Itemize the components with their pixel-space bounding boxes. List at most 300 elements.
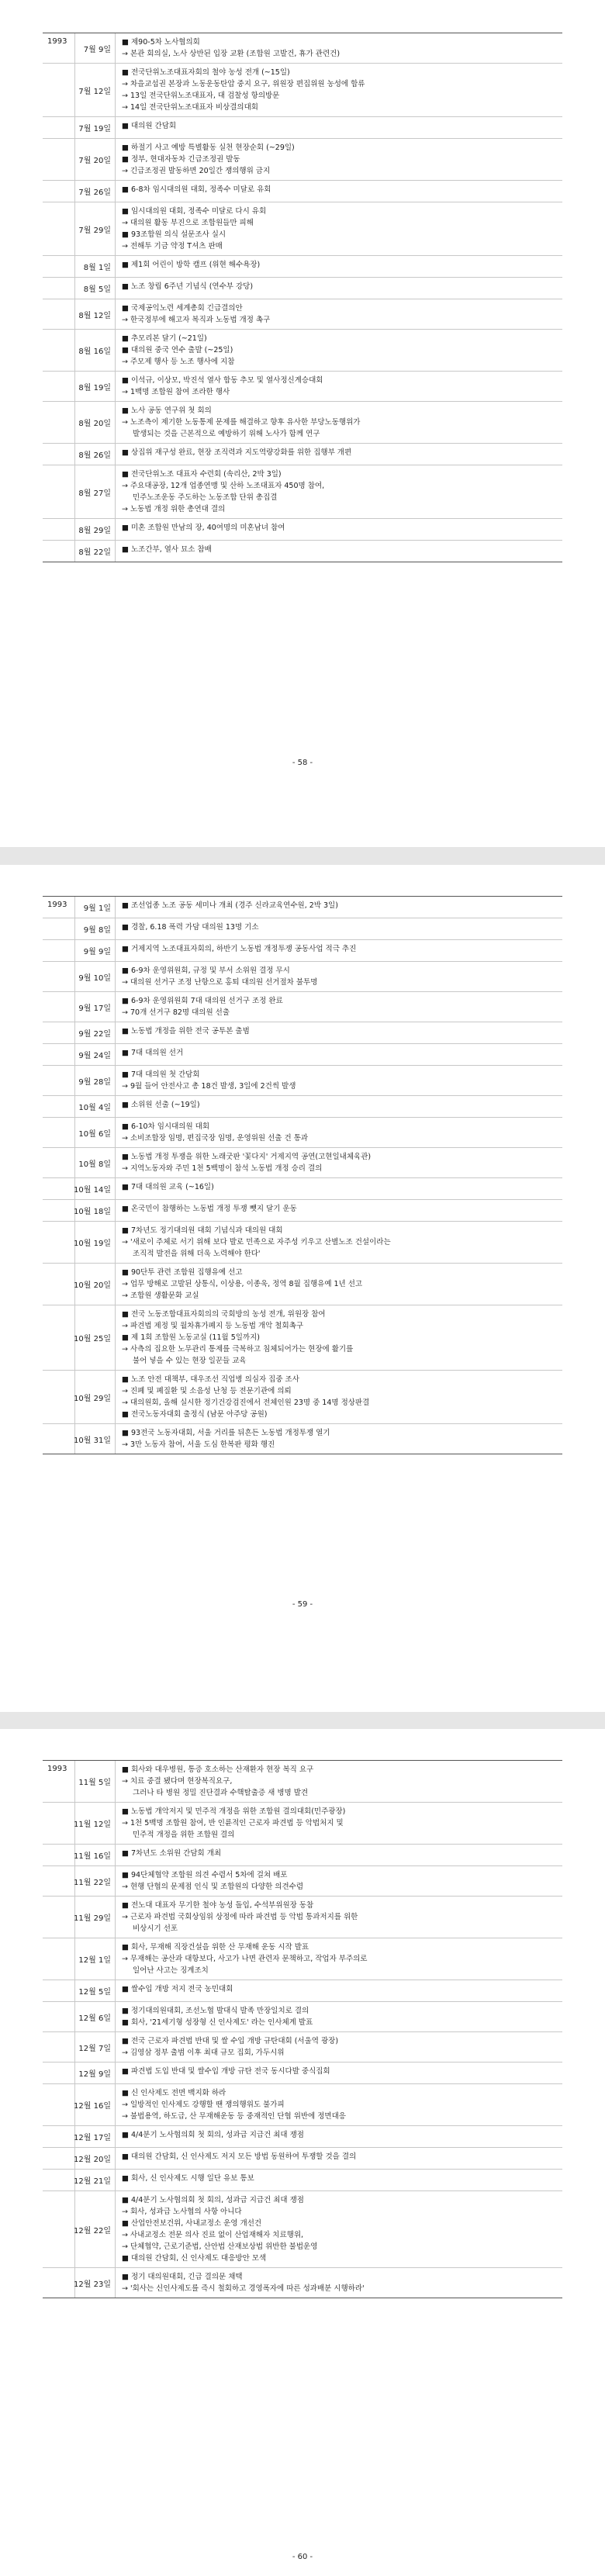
event-detail: → 회사, 성과급 노사협의 사항 아니다 bbox=[122, 2208, 242, 2216]
date-cell: 9월 1일 bbox=[75, 897, 116, 918]
event-detail: → 김영삼 정부 출범 이후 최대 규모 집회, 가두시위 bbox=[122, 2049, 285, 2057]
event-detail: → 대의원회, 올해 실시한 정기건강검진에서 전체인원 23명 중 14명 정상판결 bbox=[122, 1399, 370, 1407]
year-cell bbox=[43, 139, 75, 180]
date-cell: 12월 17일 bbox=[75, 2126, 116, 2147]
event-detail: → 조합원 생활문화 교실 bbox=[122, 1291, 199, 1300]
year-cell bbox=[43, 1044, 75, 1065]
chronology-table bbox=[43, 33, 562, 562]
event-detail: → 대의원 활동 부진으로 조합원들만 피해 bbox=[122, 219, 254, 227]
table-row bbox=[43, 63, 562, 116]
year-cell bbox=[43, 1178, 75, 1199]
event-cell bbox=[116, 962, 562, 991]
event-cell bbox=[116, 1897, 562, 1938]
date-cell: 10월 18일 bbox=[75, 1200, 116, 1221]
event-cell bbox=[116, 256, 562, 277]
event-item: ■ 6-9차 운영위원회 7대 대의원 선거구 조정 완료 bbox=[122, 997, 283, 1005]
event-item: ■ 대의원 간담회, 신 인사제도 저지 모든 방법 동원하여 투쟁할 것을 결의 bbox=[122, 2152, 357, 2161]
event-item: ■ 7대 대의원 교육 (~16일) bbox=[122, 1183, 214, 1191]
page-number: - 60 - bbox=[292, 2553, 313, 2561]
event-item: ■ 신 인사제도 전면 백지화 하라 bbox=[122, 2089, 226, 2097]
event-item: ■ 대의원 중국 연수 출발 (~25일) bbox=[122, 346, 233, 354]
event-item: ■ 회사, 신 인사제도 시행 일단 유보 통보 bbox=[122, 2174, 254, 2183]
event-cell bbox=[116, 2268, 562, 2298]
event-cell bbox=[116, 1305, 562, 1370]
date-cell: 11월 29일 bbox=[75, 1897, 116, 1938]
event-item: ■ 전국단위노조대표자회의 철야 농성 전개 (~15일) bbox=[122, 68, 290, 77]
table-row bbox=[43, 1117, 562, 1147]
year-cell bbox=[43, 2268, 75, 2298]
event-item: ■ 94단체협약 조합원 의견 수렴서 5차에 걸쳐 배포 bbox=[122, 1871, 288, 1879]
date-cell: 7월 26일 bbox=[75, 181, 116, 202]
event-item: ■ 쌀수입 개방 저지 전국 농민대회 bbox=[122, 1985, 233, 1993]
date-cell: 12월 7일 bbox=[75, 2032, 116, 2062]
table-row bbox=[43, 465, 562, 518]
event-detail: → 14일 전국단위노조대표자 비상결의대회 bbox=[122, 103, 258, 112]
event-item: ■ 노동법 개정을 위한 전국 공투본 출범 bbox=[122, 1027, 250, 1036]
event-item: ■ 노동법 개정 투쟁을 위한 노래굿판 '꽃다지' 거제지역 공연(고현일내체육관) bbox=[122, 1153, 372, 1161]
event-cell bbox=[116, 1044, 562, 1065]
event-item: ■ 상집위 재구성 완료, 현장 조직력과 지도역량강화를 위한 집행부 개편 bbox=[122, 448, 352, 457]
table-row bbox=[43, 1095, 562, 1117]
year-cell bbox=[43, 1148, 75, 1177]
year-cell bbox=[43, 1118, 75, 1147]
year-cell bbox=[43, 1845, 75, 1865]
event-detail: → '새로이 주체로 서기 위해 보다 발로 민족으로 자주성 키우고 산별노조 건설이라는 bbox=[122, 1238, 391, 1247]
year-cell bbox=[43, 117, 75, 138]
year-cell bbox=[43, 256, 75, 277]
event-cell bbox=[116, 2032, 562, 2062]
date-cell: 8월 1일 bbox=[75, 256, 116, 277]
event-detail: → 9월 들어 안전사고 총 18건 발생, 3일에 2건씩 발생 bbox=[122, 1082, 296, 1091]
event-item: ■ 정기대의원대회, 조선노협 발대식 발족 만장일치로 결의 bbox=[122, 2007, 309, 2015]
event-cell bbox=[116, 402, 562, 443]
event-detail: → 차을교섭권 본장과 노동운동탄압 중지 요구, 위원장 편집위원 농성에 합류 bbox=[122, 80, 365, 88]
event-detail: 발생되는 것을 근본적으로 예방하기 위해 노사가 함께 연구 bbox=[133, 430, 320, 438]
date-cell: 11월 12일 bbox=[75, 1803, 116, 1844]
event-detail: 비상시기 선포 bbox=[133, 1924, 178, 1933]
year-cell bbox=[43, 1200, 75, 1221]
event-item: ■ 조선업종 노조 공동 세미나 개최 (경주 신라교육연수원, 2박 3일) bbox=[122, 901, 338, 910]
table-row bbox=[43, 116, 562, 138]
event-cell bbox=[116, 918, 562, 939]
table-row bbox=[43, 939, 562, 961]
event-detail: → 노동법 개정 위한 총연대 결의 bbox=[122, 505, 226, 513]
year-cell bbox=[43, 992, 75, 1022]
chronology-table bbox=[43, 1760, 562, 2298]
table-row bbox=[43, 2169, 562, 2190]
date-cell: 10월 29일 bbox=[75, 1371, 116, 1423]
event-item: ■ 하절기 사고 예방 특별활동 실천 현장순회 (~29일) bbox=[122, 143, 295, 152]
date-cell: 8월 22일 bbox=[75, 541, 116, 562]
event-item: ■ 노조 안전 대책부, 대우조선 직업병 의심자 집중 조사 bbox=[122, 1375, 299, 1384]
event-detail: → 70개 선거구 82명 대의원 선출 bbox=[122, 1008, 230, 1017]
table-row bbox=[43, 991, 562, 1022]
year-cell bbox=[43, 1938, 75, 1980]
year-cell bbox=[43, 918, 75, 939]
event-detail: → 무재해는 공산과 대항보다, 사고가 나면 관련자 문책하고, 작업자 부주의로 bbox=[122, 1955, 368, 1963]
event-cell bbox=[116, 897, 562, 918]
event-item: ■ 7대 대의원 첫 간담회 bbox=[122, 1070, 200, 1079]
event-cell bbox=[116, 444, 562, 465]
event-cell bbox=[116, 2191, 562, 2267]
date-cell: 11월 5일 bbox=[75, 1761, 116, 1802]
event-item: ■ 전노대 대표자 무기한 철야 농성 돌입, 수석부위원장 동참 bbox=[122, 1901, 314, 1910]
event-item: ■ 6-8차 임시대의원 대회, 정족수 미달로 유회 bbox=[122, 185, 271, 194]
date-cell: 8월 27일 bbox=[75, 465, 116, 518]
date-cell: 8월 20일 bbox=[75, 402, 116, 443]
event-cell bbox=[116, 1866, 562, 1896]
event-item: ■ 추모리본 달기 (~21일) bbox=[122, 334, 207, 343]
year-cell bbox=[43, 1066, 75, 1095]
event-detail: 불어 넣을 수 있는 현장 일꾼들 교육 bbox=[133, 1357, 247, 1365]
event-cell bbox=[116, 2170, 562, 2190]
event-item: ■ 4/4분기 노사협의회 첫 회의, 성과급 지급건 최대 쟁점 bbox=[122, 2196, 304, 2204]
event-detail: → 주모제 행사 등 노조 행사에 지참 bbox=[122, 358, 235, 366]
date-cell: 8월 12일 bbox=[75, 299, 116, 329]
date-cell: 8월 16일 bbox=[75, 330, 116, 371]
table-row bbox=[43, 1423, 562, 1454]
date-cell: 10월 14일 bbox=[75, 1178, 116, 1199]
year-cell bbox=[43, 1264, 75, 1305]
event-item: ■ 국제공익노련 세계총회 긴급결의안 bbox=[122, 304, 243, 313]
table-row bbox=[43, 202, 562, 255]
table-row bbox=[43, 2267, 562, 2298]
event-cell bbox=[116, 1178, 562, 1199]
event-detail: → 불법용역, 하도급, 산 무재해운동 등 중재적인 단협 위반에 정면대응 bbox=[122, 2112, 346, 2121]
event-item: ■ 온국민이 참행하는 노동법 개정 투쟁 뺏지 달기 운동 bbox=[122, 1205, 297, 1213]
table-row bbox=[43, 961, 562, 991]
event-detail: → 치료 중결 됐다며 현장복직요구, bbox=[122, 1777, 233, 1786]
page-58 bbox=[0, 0, 605, 847]
year-cell bbox=[43, 519, 75, 540]
date-cell: 9월 10일 bbox=[75, 962, 116, 991]
year-cell bbox=[43, 940, 75, 961]
event-cell bbox=[116, 992, 562, 1022]
event-cell bbox=[116, 1118, 562, 1147]
chronology-table bbox=[43, 896, 562, 1454]
year-cell bbox=[43, 2126, 75, 2147]
event-detail: → 긴급조정권 발동하면 20일간 쟁의행위 금지 bbox=[122, 167, 271, 175]
table-row bbox=[43, 1865, 562, 1896]
event-cell bbox=[116, 1264, 562, 1305]
event-cell bbox=[116, 117, 562, 138]
table-row bbox=[43, 255, 562, 277]
event-item: ■ 경찰, 6.18 폭력 가담 대의원 13명 기소 bbox=[122, 923, 259, 932]
event-detail: → '회사는 신인사제도를 즉시 철회하고 경영폭자에 따른 성과배분 시행하라' bbox=[122, 2284, 365, 2293]
event-cell bbox=[116, 1022, 562, 1043]
year-cell bbox=[43, 2063, 75, 2083]
year-cell bbox=[43, 372, 75, 401]
date-cell: 11월 16일 bbox=[75, 1845, 116, 1865]
event-cell bbox=[116, 202, 562, 255]
year-cell bbox=[43, 962, 75, 991]
year-cell bbox=[43, 181, 75, 202]
event-detail: → 3만 노동자 참여, 서울 도심 한복판 평화 행진 bbox=[122, 1440, 275, 1449]
event-cell bbox=[116, 519, 562, 540]
date-cell: 7월 29일 bbox=[75, 202, 116, 255]
event-detail: → 지역노동자와 주민 1천 5백명이 참석 노동법 개정 승리 결의 bbox=[122, 1164, 323, 1173]
year-cell: 1993 bbox=[43, 897, 75, 918]
date-cell: 10월 31일 bbox=[75, 1424, 116, 1454]
event-item: ■ 전국단위노조 대표자 수련회 (속리산, 2박 3일) bbox=[122, 470, 282, 479]
event-cell bbox=[116, 2002, 562, 2031]
event-detail: 민주노조운동 주도하는 노동조합 단위 총집결 bbox=[133, 493, 278, 502]
date-cell: 8월 29일 bbox=[75, 519, 116, 540]
year-cell bbox=[43, 2170, 75, 2190]
year-cell bbox=[43, 1803, 75, 1844]
date-cell: 10월 6일 bbox=[75, 1118, 116, 1147]
table-row bbox=[43, 897, 562, 918]
table-row bbox=[43, 180, 562, 202]
event-item: ■ 파견법 도입 반대 및 쌀수입 개방 규탄 전국 동시다발 중식집회 bbox=[122, 2067, 330, 2076]
date-cell: 11월 22일 bbox=[75, 1866, 116, 1896]
date-cell: 10월 20일 bbox=[75, 1264, 116, 1305]
event-item: ■ 7차년도 소위원 간담회 개최 bbox=[122, 1849, 222, 1858]
event-cell bbox=[116, 1371, 562, 1423]
event-item: ■ 회사와 대우병원, 통증 호소하는 산재환자 현장 복직 요구 bbox=[122, 1765, 314, 1774]
table-row bbox=[43, 1761, 562, 1802]
date-cell: 12월 20일 bbox=[75, 2148, 116, 2169]
event-detail: 민주적 개정을 위한 조합원 결의 bbox=[133, 1831, 235, 1839]
date-cell: 9월 8일 bbox=[75, 918, 116, 939]
event-item: ■ 6-10차 임시대의원 대회 bbox=[122, 1122, 210, 1131]
year-cell bbox=[43, 64, 75, 116]
year-cell bbox=[43, 278, 75, 299]
event-cell bbox=[116, 181, 562, 202]
event-cell bbox=[116, 1200, 562, 1221]
table-row bbox=[43, 1305, 562, 1370]
event-cell bbox=[116, 2148, 562, 2169]
event-cell bbox=[116, 1845, 562, 1865]
event-item: ■ 노동법 개악저지 및 민주적 개정을 위한 조합원 결의대회(민주광장) bbox=[122, 1807, 346, 1816]
event-cell bbox=[116, 299, 562, 329]
event-cell bbox=[116, 1424, 562, 1454]
table-row bbox=[43, 2190, 562, 2267]
table-row bbox=[43, 1177, 562, 1199]
year-cell bbox=[43, 465, 75, 518]
table-row bbox=[43, 1022, 562, 1043]
table-row bbox=[43, 2062, 562, 2083]
year-cell bbox=[43, 1222, 75, 1263]
event-item: ■ 산업안전보건위, 사내교정소 운영 개선건 bbox=[122, 2219, 262, 2228]
event-detail: → 소비조합장 임명, 편집국장 임명, 운영위원 선출 건 통과 bbox=[122, 1134, 309, 1143]
event-item: ■ 전국노동자대회 출정식 (남문 아주당 공원) bbox=[122, 1410, 268, 1419]
event-cell bbox=[116, 330, 562, 371]
event-cell bbox=[116, 139, 562, 180]
event-detail: → 한국정부에 해고자 복직과 노동법 개정 촉구 bbox=[122, 316, 271, 324]
date-cell: 9월 9일 bbox=[75, 940, 116, 961]
page-number: - 59 - bbox=[292, 1600, 313, 1609]
table-row bbox=[43, 1938, 562, 1980]
event-detail: → 업무 방해로 고발된 상통식, 이상용, 이종욱, 정역 8월 집행유예 1년 선고 bbox=[122, 1280, 363, 1288]
table-row bbox=[43, 2031, 562, 2062]
year-cell bbox=[43, 202, 75, 255]
event-cell bbox=[116, 1980, 562, 2001]
event-item: ■ 대의원 간담회 bbox=[122, 122, 177, 130]
event-cell bbox=[116, 372, 562, 401]
date-cell: 8월 5일 bbox=[75, 278, 116, 299]
table-row bbox=[43, 1263, 562, 1305]
table-row bbox=[43, 1802, 562, 1844]
date-cell: 12월 16일 bbox=[75, 2084, 116, 2125]
event-detail: → 일방적인 인사제도 강행할 땐 쟁의행위도 불가피 bbox=[122, 2101, 285, 2109]
date-cell: 10월 4일 bbox=[75, 1096, 116, 1117]
date-cell: 8월 19일 bbox=[75, 372, 116, 401]
event-cell bbox=[116, 1148, 562, 1177]
event-cell bbox=[116, 2126, 562, 2147]
table-row bbox=[43, 401, 562, 443]
date-cell: 9월 24일 bbox=[75, 1044, 116, 1065]
event-cell bbox=[116, 1222, 562, 1263]
date-cell: 7월 19일 bbox=[75, 117, 116, 138]
date-cell: 10월 8일 bbox=[75, 1148, 116, 1177]
event-detail: → 대의원 선거구 조정 난항으로 홍퇴 대의원 선거절차 불투명 bbox=[122, 978, 318, 987]
event-detail: → 노조측이 제기한 노동통제 문제를 해결하고 향후 유사한 부당노동행위가 bbox=[122, 418, 361, 427]
year-cell bbox=[43, 1096, 75, 1117]
event-item: ■ 소위원 선출 (~19일) bbox=[122, 1101, 200, 1109]
table-row bbox=[43, 1043, 562, 1065]
event-detail: → 사내교정소 전문 의사 진료 없이 산업재해자 치료행위, bbox=[122, 2231, 304, 2239]
date-cell: 10월 19일 bbox=[75, 1222, 116, 1263]
date-cell: 7월 20일 bbox=[75, 139, 116, 180]
table-row bbox=[43, 1896, 562, 1938]
table-row bbox=[43, 1221, 562, 1263]
table-row bbox=[43, 2147, 562, 2169]
table-row bbox=[43, 1199, 562, 1221]
event-detail: → 1백명 조합원 참여 조라한 행사 bbox=[122, 388, 230, 396]
year-cell bbox=[43, 1371, 75, 1423]
table-row bbox=[43, 918, 562, 939]
table-row bbox=[43, 540, 562, 562]
event-cell bbox=[116, 278, 562, 299]
event-cell bbox=[116, 33, 562, 63]
event-item: ■ 93전국 노동자대회, 서울 거리를 뒤흔든 노동법 개정투쟁 열기 bbox=[122, 1429, 330, 1437]
table-row bbox=[43, 2083, 562, 2125]
event-cell bbox=[116, 1096, 562, 1117]
event-item: ■ 정기 대의원대회, 긴급 결의문 채택 bbox=[122, 2273, 243, 2281]
event-item: ■ 대의원 간담회, 신 인사제도 대응방안 모색 bbox=[122, 2254, 267, 2263]
event-detail: → 단체협약, 근로기준법, 산안법 산재보상법 위반한 불법운영 bbox=[122, 2242, 318, 2251]
date-cell: 7월 12일 bbox=[75, 64, 116, 116]
date-cell: 9월 28일 bbox=[75, 1066, 116, 1095]
event-detail: → 13일 전국단위노조대표자, 대 검찰성 항의방문 bbox=[122, 92, 280, 100]
year-cell bbox=[43, 1866, 75, 1896]
event-item: ■ 미혼 조합원 만남의 장, 40여명의 미혼남녀 참여 bbox=[122, 524, 285, 532]
event-item: ■ 6-9차 운영위원회, 규정 및 부서 소위원 결정 무시 bbox=[122, 966, 290, 975]
event-item: ■ 제1회 어린이 방학 캠프 (위현 해수욕장) bbox=[122, 261, 261, 269]
event-detail: → 본관 회의실, 노사 상반된 입장 교환 (조합원 고발건, 휴가 관련건) bbox=[122, 50, 341, 58]
event-item: ■ 7대 대의원 선거 bbox=[122, 1049, 184, 1057]
year-cell bbox=[43, 330, 75, 371]
event-detail: → 사측의 집요한 노무관리 통제를 극복하고 침체되어가는 현장에 활기를 bbox=[122, 1345, 354, 1354]
date-cell: 12월 6일 bbox=[75, 2002, 116, 2031]
table-row bbox=[43, 299, 562, 329]
year-cell bbox=[43, 1022, 75, 1043]
year-cell bbox=[43, 541, 75, 562]
page-number: - 58 - bbox=[292, 759, 313, 767]
event-cell bbox=[116, 2084, 562, 2125]
year-cell: 1993 bbox=[43, 33, 75, 63]
event-cell bbox=[116, 1066, 562, 1095]
page-60 bbox=[0, 1729, 605, 2576]
date-cell: 9월 17일 bbox=[75, 992, 116, 1022]
event-item: ■ 거제지역 노조대표자회의, 하반기 노동법 개정투쟁 공동사업 적극 추진 bbox=[122, 945, 357, 953]
event-item: ■ 노조간부, 열사 묘소 참배 bbox=[122, 545, 212, 554]
event-detail: → 1천 5백명 조합원 참여, 반 인륜적인 근로자 파견법 등 악법처지 및 bbox=[122, 1819, 344, 1827]
event-detail: 그러나 타 병원 정밀 진단결과 수핵탈출증 새 병명 발견 bbox=[133, 1789, 309, 1797]
table-row bbox=[43, 1980, 562, 2001]
event-detail: → 파견법 제정 및 월차휴가폐지 등 노동법 개악 철회촉구 bbox=[122, 1322, 304, 1330]
date-cell: 12월 23일 bbox=[75, 2268, 116, 2298]
event-detail: → 전해투 기금 약정 T셔츠 판매 bbox=[122, 242, 223, 251]
table-row bbox=[43, 2125, 562, 2147]
table-row bbox=[43, 1844, 562, 1865]
event-item: ■ 93조합원 의식 설문조사 실시 bbox=[122, 230, 226, 239]
event-detail: → 현행 단협의 문제점 인식 및 조합원의 다양한 의견수렴 bbox=[122, 1883, 304, 1891]
date-cell: 8월 26일 bbox=[75, 444, 116, 465]
table-row bbox=[43, 1147, 562, 1177]
event-item: ■ 노조 창립 6주년 기념식 (연수부 강당) bbox=[122, 282, 254, 291]
event-item: ■ 전국 근로자 파견법 반대 및 쌀 수입 개방 규탄대회 (서울역 광장) bbox=[122, 2037, 339, 2045]
event-item: ■ 90단투 관련 조합원 집행유예 선고 bbox=[122, 1268, 243, 1277]
event-detail: 조직적 발전을 위해 더욱 노력해야 한다' bbox=[133, 1250, 261, 1258]
event-item: ■ 전국 노동조합대표자회의의 국회방의 농성 전개, 위원장 참여 bbox=[122, 1310, 326, 1319]
event-item: ■ 회사, '21세기형 성장형 신 인사제도' 라는 인사체계 발표 bbox=[122, 2018, 313, 2027]
table-row bbox=[43, 277, 562, 299]
page-59 bbox=[0, 865, 605, 1712]
event-cell bbox=[116, 1938, 562, 1980]
year-cell bbox=[43, 444, 75, 465]
year-cell bbox=[43, 2032, 75, 2062]
table-row bbox=[43, 371, 562, 401]
event-cell bbox=[116, 2063, 562, 2083]
event-item: ■ 정부, 현대자동차 긴급조정권 발동 bbox=[122, 155, 240, 164]
date-cell: 12월 22일 bbox=[75, 2191, 116, 2267]
table-row bbox=[43, 1065, 562, 1095]
date-cell: 12월 5일 bbox=[75, 1980, 116, 2001]
event-item: ■ 회사, 무재해 직장건설을 위한 산 무재해 운동 시작 발표 bbox=[122, 1943, 309, 1952]
event-item: ■ 4/4분기 노사협의회 첫 회의, 성과급 지급건 최대 쟁점 bbox=[122, 2131, 304, 2139]
year-cell bbox=[43, 2191, 75, 2267]
year-cell: 1993 bbox=[43, 1761, 75, 1802]
date-cell: 12월 21일 bbox=[75, 2170, 116, 2190]
table-row bbox=[43, 33, 562, 63]
event-item: ■ 임시대의원 대회, 정족수 미달로 다시 유회 bbox=[122, 207, 267, 216]
table-row bbox=[43, 518, 562, 540]
event-cell bbox=[116, 1761, 562, 1802]
year-cell bbox=[43, 2084, 75, 2125]
year-cell bbox=[43, 1897, 75, 1938]
table-row bbox=[43, 443, 562, 465]
event-cell bbox=[116, 940, 562, 961]
year-cell bbox=[43, 1305, 75, 1370]
year-cell bbox=[43, 1424, 75, 1454]
date-cell: 7월 9일 bbox=[75, 33, 116, 63]
year-cell bbox=[43, 1980, 75, 2001]
event-cell bbox=[116, 64, 562, 116]
table-row bbox=[43, 2001, 562, 2031]
event-cell bbox=[116, 541, 562, 562]
date-cell: 12월 9일 bbox=[75, 2063, 116, 2083]
date-cell: 9월 22일 bbox=[75, 1022, 116, 1043]
event-cell bbox=[116, 465, 562, 518]
event-item: ■ 7차년도 정기대의원 대회 기념식과 대의원 대회 bbox=[122, 1226, 283, 1235]
event-item: ■ 이석규, 이상모, 박진석 열사 합동 추모 및 열사정신계승대회 bbox=[122, 376, 323, 385]
event-item: ■ 제 1회 조합원 노동교실 (11월 5일까지) bbox=[122, 1333, 260, 1342]
table-row bbox=[43, 138, 562, 180]
year-cell bbox=[43, 2148, 75, 2169]
event-item: ■ 노사 공동 연구위 첫 회의 bbox=[122, 406, 212, 415]
